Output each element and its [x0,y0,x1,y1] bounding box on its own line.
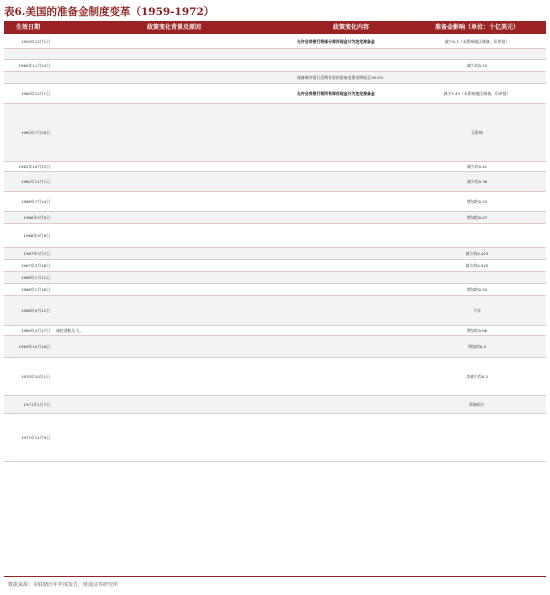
row-impact: 增加约0.25 [466,199,488,204]
row-date-cell [4,72,52,83]
row-content-cell [295,104,407,161]
row-date-cell [4,224,52,247]
header-impact: 准备金影响（单位：十亿美元） [434,24,519,31]
row-date: 1969年4月17日 [21,328,50,333]
row-date-cell [4,84,52,103]
table-row [4,224,546,248]
row-background-cell [54,84,294,103]
table-row [4,84,546,104]
row-background-cell [54,358,294,395]
row-date: 1962年10月25日 [18,164,50,169]
row-impact: 增加约0.55 [466,287,488,292]
table-row [4,336,546,358]
row-content-cell [295,414,407,461]
row-content-cell [295,49,407,59]
table-row [4,396,546,414]
row-impact-cell [408,326,546,335]
row-content-cell [295,326,407,335]
row-content: 储备城市银行活期存款的准备金要求降低至16.5% [297,75,384,80]
row-date: 1966年9月8日 [23,215,50,220]
row-date-cell [4,172,52,191]
row-impact: 净减少约0.5 [466,374,488,379]
row-date-cell [4,49,52,59]
row-date-cell [4,162,52,171]
row-content-cell [295,336,407,357]
row-date-cell [4,272,52,283]
row-date-cell [4,284,52,295]
row-content-cell [295,34,407,48]
row-background-cell [54,272,294,283]
row-background: 减轻通胀压力。 [56,328,84,333]
row-content-cell [295,162,407,171]
table-row [4,49,546,60]
row-background-cell [54,60,294,71]
row-date: 1968年9月12日 [21,308,50,313]
row-date: 1968年1月18日 [21,287,50,292]
row-background-cell [54,162,294,171]
row-impact-cell [408,358,546,395]
row-date: 1966年7月14日 [21,199,50,204]
row-impact: 减少约0.425 [465,251,489,256]
table-row [4,272,546,284]
row-date: 1960年11月24日 [18,63,50,68]
row-impact-cell [408,296,546,325]
row-impact: 无影响 [471,130,483,135]
table-row [4,162,546,172]
row-content-cell [295,396,407,413]
table-row [4,358,546,396]
row-background-cell [54,248,294,259]
row-content-cell [295,296,407,325]
row-date-cell [4,60,52,71]
row-date-cell [4,358,52,395]
row-impact-cell [408,248,546,259]
row-impact-cell [408,224,546,247]
header-date: 生效日期 [15,24,40,31]
row-date-cell [4,326,52,335]
row-background-cell [54,172,294,191]
row-content: 允许会员银行将部分库存现金计为法定准备金 [297,38,375,44]
row-content-cell [295,72,407,83]
row-date-cell [4,192,52,211]
row-impact-cell [408,84,546,103]
row-impact: 减少约0.425 [465,263,489,268]
row-date: 1962年7月28日 [21,130,50,135]
row-date: 1959年12月1日 [21,38,50,44]
row-date: 1968年1月11日 [21,275,50,280]
row-content-cell [295,60,407,71]
row-impact-cell [408,336,546,357]
row-impact-cell [408,49,546,59]
row-background-cell [54,414,294,461]
row-impact: 影响很小 [469,402,485,407]
table-row [4,296,546,326]
row-content-cell [295,192,407,211]
row-date-cell [4,296,52,325]
row-date: 1972年11月9日 [21,435,50,440]
row-date-cell [4,104,52,161]
row-impact-cell [408,260,546,271]
row-content-cell [295,272,407,283]
table-title: 表6.美国的准备金制度变革（1959-1972） [4,6,215,18]
row-date: 1962年11月1日 [21,179,50,184]
row-date: 1970年10月1日 [21,374,50,379]
row-impact: 减少约0.36 [466,179,488,184]
row-date: 1960年12月1日 [21,91,50,96]
row-impact: 增加约0.07 [466,215,488,220]
row-date: 1971年1月7日 [23,402,50,407]
row-background-cell [54,104,294,161]
source-note: 数据来源：美联储历年年度报告，财通证券研究所 [8,582,119,588]
row-impact-cell [408,104,546,161]
row-impact-cell [408,212,546,223]
row-impact: 增加约0.66 [466,328,488,333]
row-date-cell [4,260,52,271]
table-row [4,248,546,260]
row-date-cell [4,336,52,357]
row-date-cell [4,248,52,259]
row-background-cell [54,336,294,357]
table-row [4,192,546,212]
row-impact: 减少1.43（未影响地区储备，但审批） [443,91,511,96]
row-content-cell [295,248,407,259]
row-date: 1967年3月16日 [21,263,50,268]
row-impact-cell [408,60,546,71]
row-impact: 不详 [473,308,481,313]
header-content: 政策变化内容 [332,24,369,31]
policy-table [4,21,546,577]
row-date-cell [4,414,52,461]
row-impact-cell [408,72,546,83]
row-background-cell [54,396,294,413]
table-row [4,260,546,272]
row-content-cell [295,284,407,295]
row-background-cell [54,296,294,325]
row-content: 允许会员银行将所有库存现金计为法定准备金 [297,91,375,96]
table-row [4,212,546,224]
row-date-cell [4,34,52,48]
table-row [4,326,546,336]
row-date-cell [4,396,52,413]
table-row [4,172,546,192]
row-background-cell [54,284,294,295]
row-date: 1967年3月2日 [23,251,50,256]
table-row [4,284,546,296]
row-background-cell [54,260,294,271]
row-impact-cell [408,414,546,461]
row-date: 1966年9月8日 [23,233,50,238]
table-row [4,104,546,162]
table-row [4,414,546,462]
row-impact: 减少约0.25 [466,63,488,68]
row-impact-cell [408,34,546,48]
row-impact-cell [408,272,546,283]
row-date-cell [4,212,52,223]
table-header [4,22,546,34]
row-impact-cell [408,192,546,211]
row-impact-cell [408,162,546,171]
row-content-cell [295,260,407,271]
row-impact-cell [408,172,546,191]
row-content-cell [295,212,407,223]
row-background-cell [54,224,294,247]
table-row [4,60,546,72]
table-row [4,34,546,49]
row-impact-cell [408,284,546,295]
row-date: 1969年10月16日 [18,344,50,349]
row-content-cell [295,224,407,247]
row-background-cell [54,72,294,83]
row-content-cell [295,84,407,103]
row-content-cell [295,172,407,191]
row-impact: 减少约0.41 [466,164,488,169]
row-background-cell [54,326,294,335]
row-background-cell [54,212,294,223]
row-impact: 增加约0.4 [468,344,486,349]
row-background-cell [54,49,294,59]
table-row [4,72,546,84]
row-background-cell [54,34,294,48]
row-impact: 减少0.3（未影响地区储备，但审批） [444,38,510,44]
row-content-cell [295,358,407,395]
row-impact-cell [408,396,546,413]
row-background-cell [54,192,294,211]
header-background: 政策变化背景及原因 [146,24,201,31]
